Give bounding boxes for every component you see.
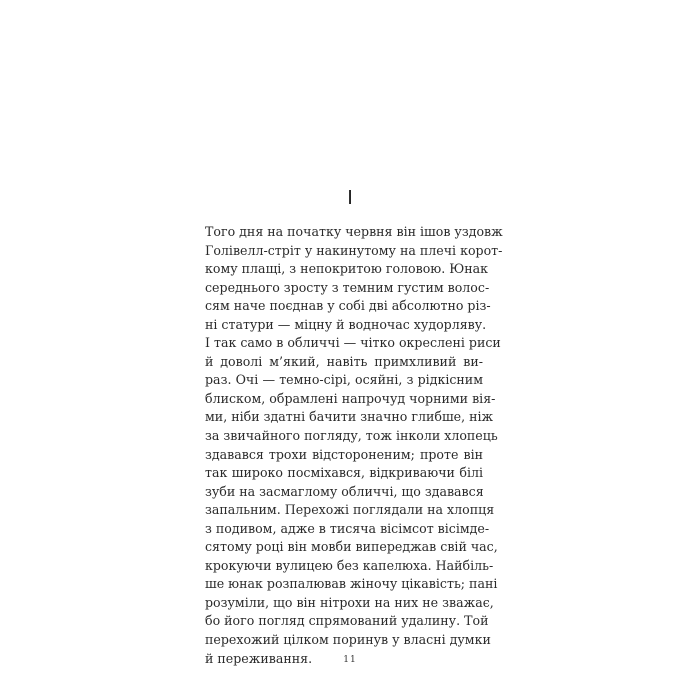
text-line: ні статури — міцну й водночас худорляву. <box>205 316 487 332</box>
text-line: з подивом, адже в тисяча вісімсот вісімде- <box>205 520 490 536</box>
text-line: сям наче поєднав у собі дві абсолютно різ- <box>205 298 491 314</box>
text-line: ми, ніби здатні бачити значно глибше, ніж <box>205 409 494 425</box>
text-line: І так само в обличчі — чітко окреслені риси <box>205 335 501 351</box>
page-number: 11 <box>343 655 357 665</box>
text-line: й доволі м’який, навіть примхливий ви- <box>205 353 483 369</box>
text-line: бо його погляд спрямований удалину. Той <box>205 613 489 629</box>
text-line: середнього зросту з темним густим волос- <box>205 279 490 295</box>
body-paragraph <box>205 223 503 668</box>
text-line: так широко посміхався, відкриваючи білі <box>205 465 483 481</box>
text-line: здавався трохи відстороненим; проте він <box>205 446 483 462</box>
text-line: запальним. Перехожі поглядали на хлопця <box>205 502 495 518</box>
text-line: ше юнак розпалював жіночу цікавість; пані <box>205 576 498 592</box>
text-line: блиском, обрамлені напрочуд чорними вія- <box>205 390 496 406</box>
text-line: Того дня на початку червня він ішов уздовж <box>205 224 503 239</box>
text-line: кому плащі, з непокритою головою. Юнак <box>205 261 489 277</box>
text-line: зуби на засмаглому обличчі, що здавався <box>205 483 484 499</box>
text-line: сятому році він мовби випереджав свій час, <box>205 539 498 555</box>
text-line: Голівелл-стріт у накинутому на плечі корот- <box>205 242 503 258</box>
text-line: крокуючи вулицею без капелюха. Найбіль- <box>205 557 494 573</box>
text-line: розуміли, що він нітрохи на них не зважає, <box>205 594 494 610</box>
text-line: й переживання. <box>205 650 313 666</box>
text-line: раз. Очі — темно-сірі, осяйні, з рідкісним <box>205 372 483 388</box>
text-line: перехожий цілком поринув у власні думки <box>205 632 491 648</box>
chapter-heading: I <box>347 187 353 209</box>
text-line: за звичайного погляду, тож інколи хлопець <box>205 428 498 444</box>
